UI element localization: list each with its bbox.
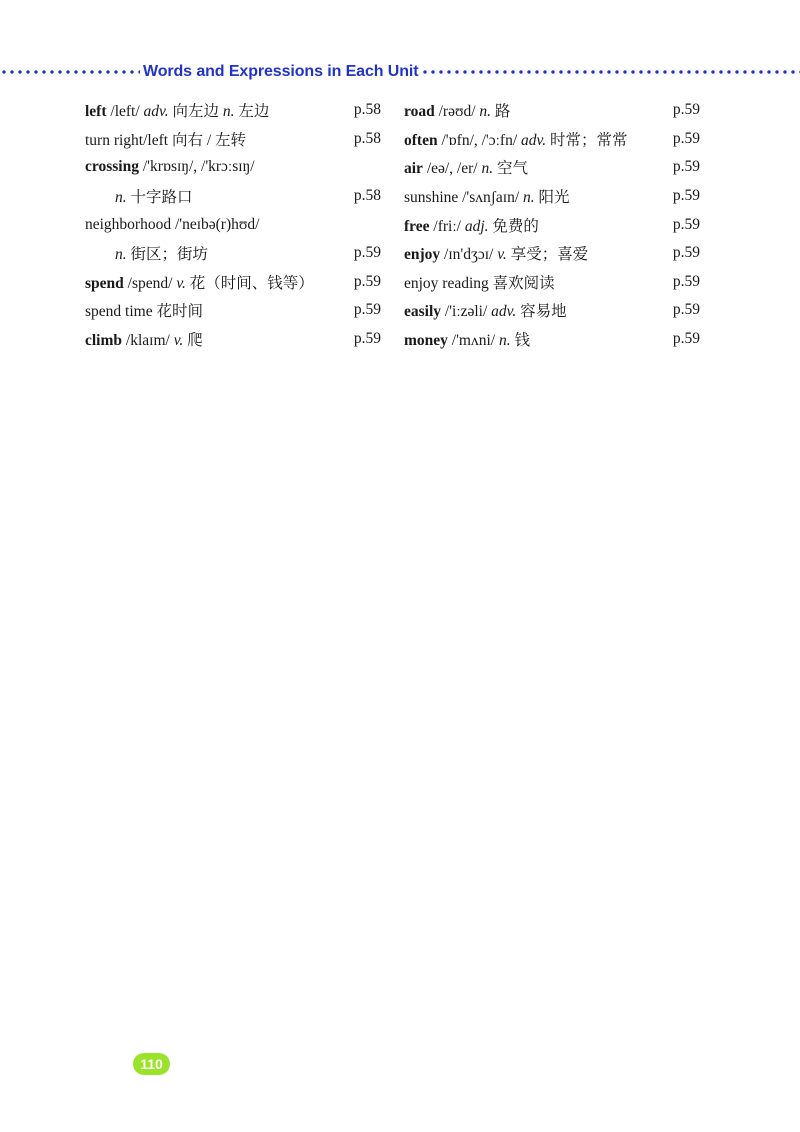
entry-text — [404, 128, 628, 150]
headword: often — [404, 131, 438, 149]
vocab-entry — [85, 153, 381, 182]
header-dots-left — [0, 70, 140, 74]
entry-text — [85, 216, 259, 234]
part-of-speech: v. — [176, 274, 186, 292]
entry-text — [85, 128, 246, 150]
vocab-entry — [85, 239, 381, 268]
page-reference: p.59 — [672, 158, 700, 176]
entry-phrase: neighborhood /'neɪbə(r)hʊd/ — [85, 215, 260, 233]
part-of-speech: adv. — [521, 131, 547, 149]
page-reference: p.59 — [672, 244, 700, 262]
definition: 容易地 — [516, 303, 567, 321]
definition: 十字路口 — [126, 189, 193, 207]
vocab-entry — [404, 268, 700, 297]
headword: free — [404, 217, 430, 235]
part-of-speech: n. — [115, 189, 127, 207]
pronunciation: /eə/, /er/ — [422, 160, 482, 178]
vocab-entry — [404, 182, 700, 211]
vocab-column-left — [85, 96, 381, 353]
page-reference: p.59 — [672, 129, 700, 147]
vocab-entry — [85, 296, 381, 325]
vocab-entry — [404, 96, 700, 125]
definition: 街区；街坊 — [126, 246, 209, 264]
entry-text — [404, 242, 588, 264]
header-dots-right — [421, 70, 800, 74]
headword: crossing — [85, 158, 139, 176]
entry-text — [85, 271, 314, 293]
pronunciation: /'mʌni/ — [447, 332, 499, 350]
pronunciation: /rəʊd/ — [434, 103, 480, 121]
part-of-speech: n. — [479, 103, 492, 121]
entry-text — [85, 158, 255, 176]
headword: money — [404, 332, 448, 350]
page-reference: p.58 — [353, 187, 381, 205]
definition: 免费的 — [488, 217, 539, 235]
definition: 花（时间、钱等） — [185, 274, 314, 292]
definition: 时常；常常 — [546, 131, 628, 149]
page-reference: p.59 — [353, 330, 381, 348]
page-reference: p.58 — [353, 129, 381, 147]
entry-text — [404, 299, 567, 321]
definition: 享受；喜爱 — [506, 246, 589, 264]
definition: 爬 — [183, 332, 203, 350]
entry-text — [404, 214, 539, 236]
vocab-column-right — [404, 96, 700, 353]
part-of-speech: v. — [497, 246, 507, 264]
vocab-entry — [404, 296, 700, 325]
definition: 向左边 — [168, 103, 223, 121]
headword: air — [404, 160, 423, 178]
page-reference: p.59 — [672, 187, 700, 205]
vocab-entry — [404, 210, 700, 239]
part-of-speech: n. — [222, 103, 235, 121]
vocab-entry — [85, 182, 381, 211]
pronunciation: /left/ — [106, 103, 144, 121]
page-title: Words and Expressions in Each Unit — [143, 63, 419, 80]
pronunciation: /klaɪm/ — [122, 332, 174, 350]
page-reference: p.59 — [353, 272, 381, 290]
pronunciation: /'ɒfn/, /'ɔːfn/ — [437, 131, 522, 149]
entry-phrase: turn right/left 向右 / 左转 — [85, 131, 247, 149]
page-reference: p.58 — [353, 101, 381, 119]
part-of-speech: v. — [173, 332, 184, 350]
headword: spend — [85, 274, 124, 292]
definition: 路 — [491, 103, 511, 121]
entry-text — [85, 328, 203, 350]
vocab-entry — [404, 325, 700, 354]
definition: 钱 — [510, 332, 530, 350]
headword: climb — [85, 332, 123, 350]
headword: enjoy — [404, 246, 441, 264]
part-of-speech: adj. — [464, 217, 489, 235]
page-reference: p.59 — [353, 301, 381, 319]
pronunciation: /spend/ — [123, 274, 177, 292]
entry-text — [404, 99, 510, 121]
entry-text — [85, 299, 203, 321]
entry-text — [404, 271, 555, 293]
entry-phrase: spend time 花时间 — [85, 303, 203, 321]
entry-text — [85, 185, 193, 207]
entry-text — [404, 328, 530, 350]
entry-text — [85, 99, 269, 121]
vocab-entry — [85, 125, 381, 154]
entry-text — [404, 185, 570, 207]
page-number-badge: 110 — [133, 1053, 170, 1075]
page-reference: p.59 — [353, 244, 381, 262]
vocab-entry — [404, 239, 700, 268]
entry-phrase: sunshine /'sʌnʃaɪn/ — [404, 189, 524, 207]
section-header — [0, 58, 800, 86]
entry-text — [85, 242, 208, 264]
page-reference: p.59 — [672, 330, 700, 348]
vocab-entry — [85, 210, 381, 239]
page-reference: p.59 — [672, 215, 700, 233]
pronunciation: /'iːzəli/ — [441, 303, 492, 321]
pronunciation: /'krɒsɪŋ/, /'krɔːsɪŋ/ — [138, 158, 255, 176]
vocab-entry — [85, 96, 381, 125]
part-of-speech: n. — [115, 246, 127, 264]
part-of-speech: n. — [481, 160, 494, 178]
page-reference: p.59 — [672, 272, 700, 290]
pronunciation: /friː/ — [429, 217, 465, 235]
vocab-entry — [85, 268, 381, 297]
part-of-speech: n. — [498, 332, 511, 350]
vocab-entry — [85, 325, 381, 354]
vocab-entry — [404, 153, 700, 182]
definition: 左边 — [234, 103, 270, 121]
vocab-entry — [404, 125, 700, 154]
part-of-speech: n. — [523, 189, 535, 207]
headword: left — [85, 103, 107, 121]
page-reference: p.59 — [672, 301, 700, 319]
entry-phrase: enjoy reading 喜欢阅读 — [404, 274, 555, 292]
headword: easily — [404, 303, 442, 321]
part-of-speech: adv. — [143, 103, 169, 121]
definition: 阳光 — [534, 189, 570, 207]
definition: 空气 — [493, 160, 528, 178]
entry-text — [404, 156, 528, 178]
headword: road — [404, 103, 435, 121]
page-reference: p.59 — [672, 101, 700, 119]
pronunciation: /ɪn'dʒɔɪ/ — [440, 246, 498, 264]
part-of-speech: adv. — [491, 303, 517, 321]
